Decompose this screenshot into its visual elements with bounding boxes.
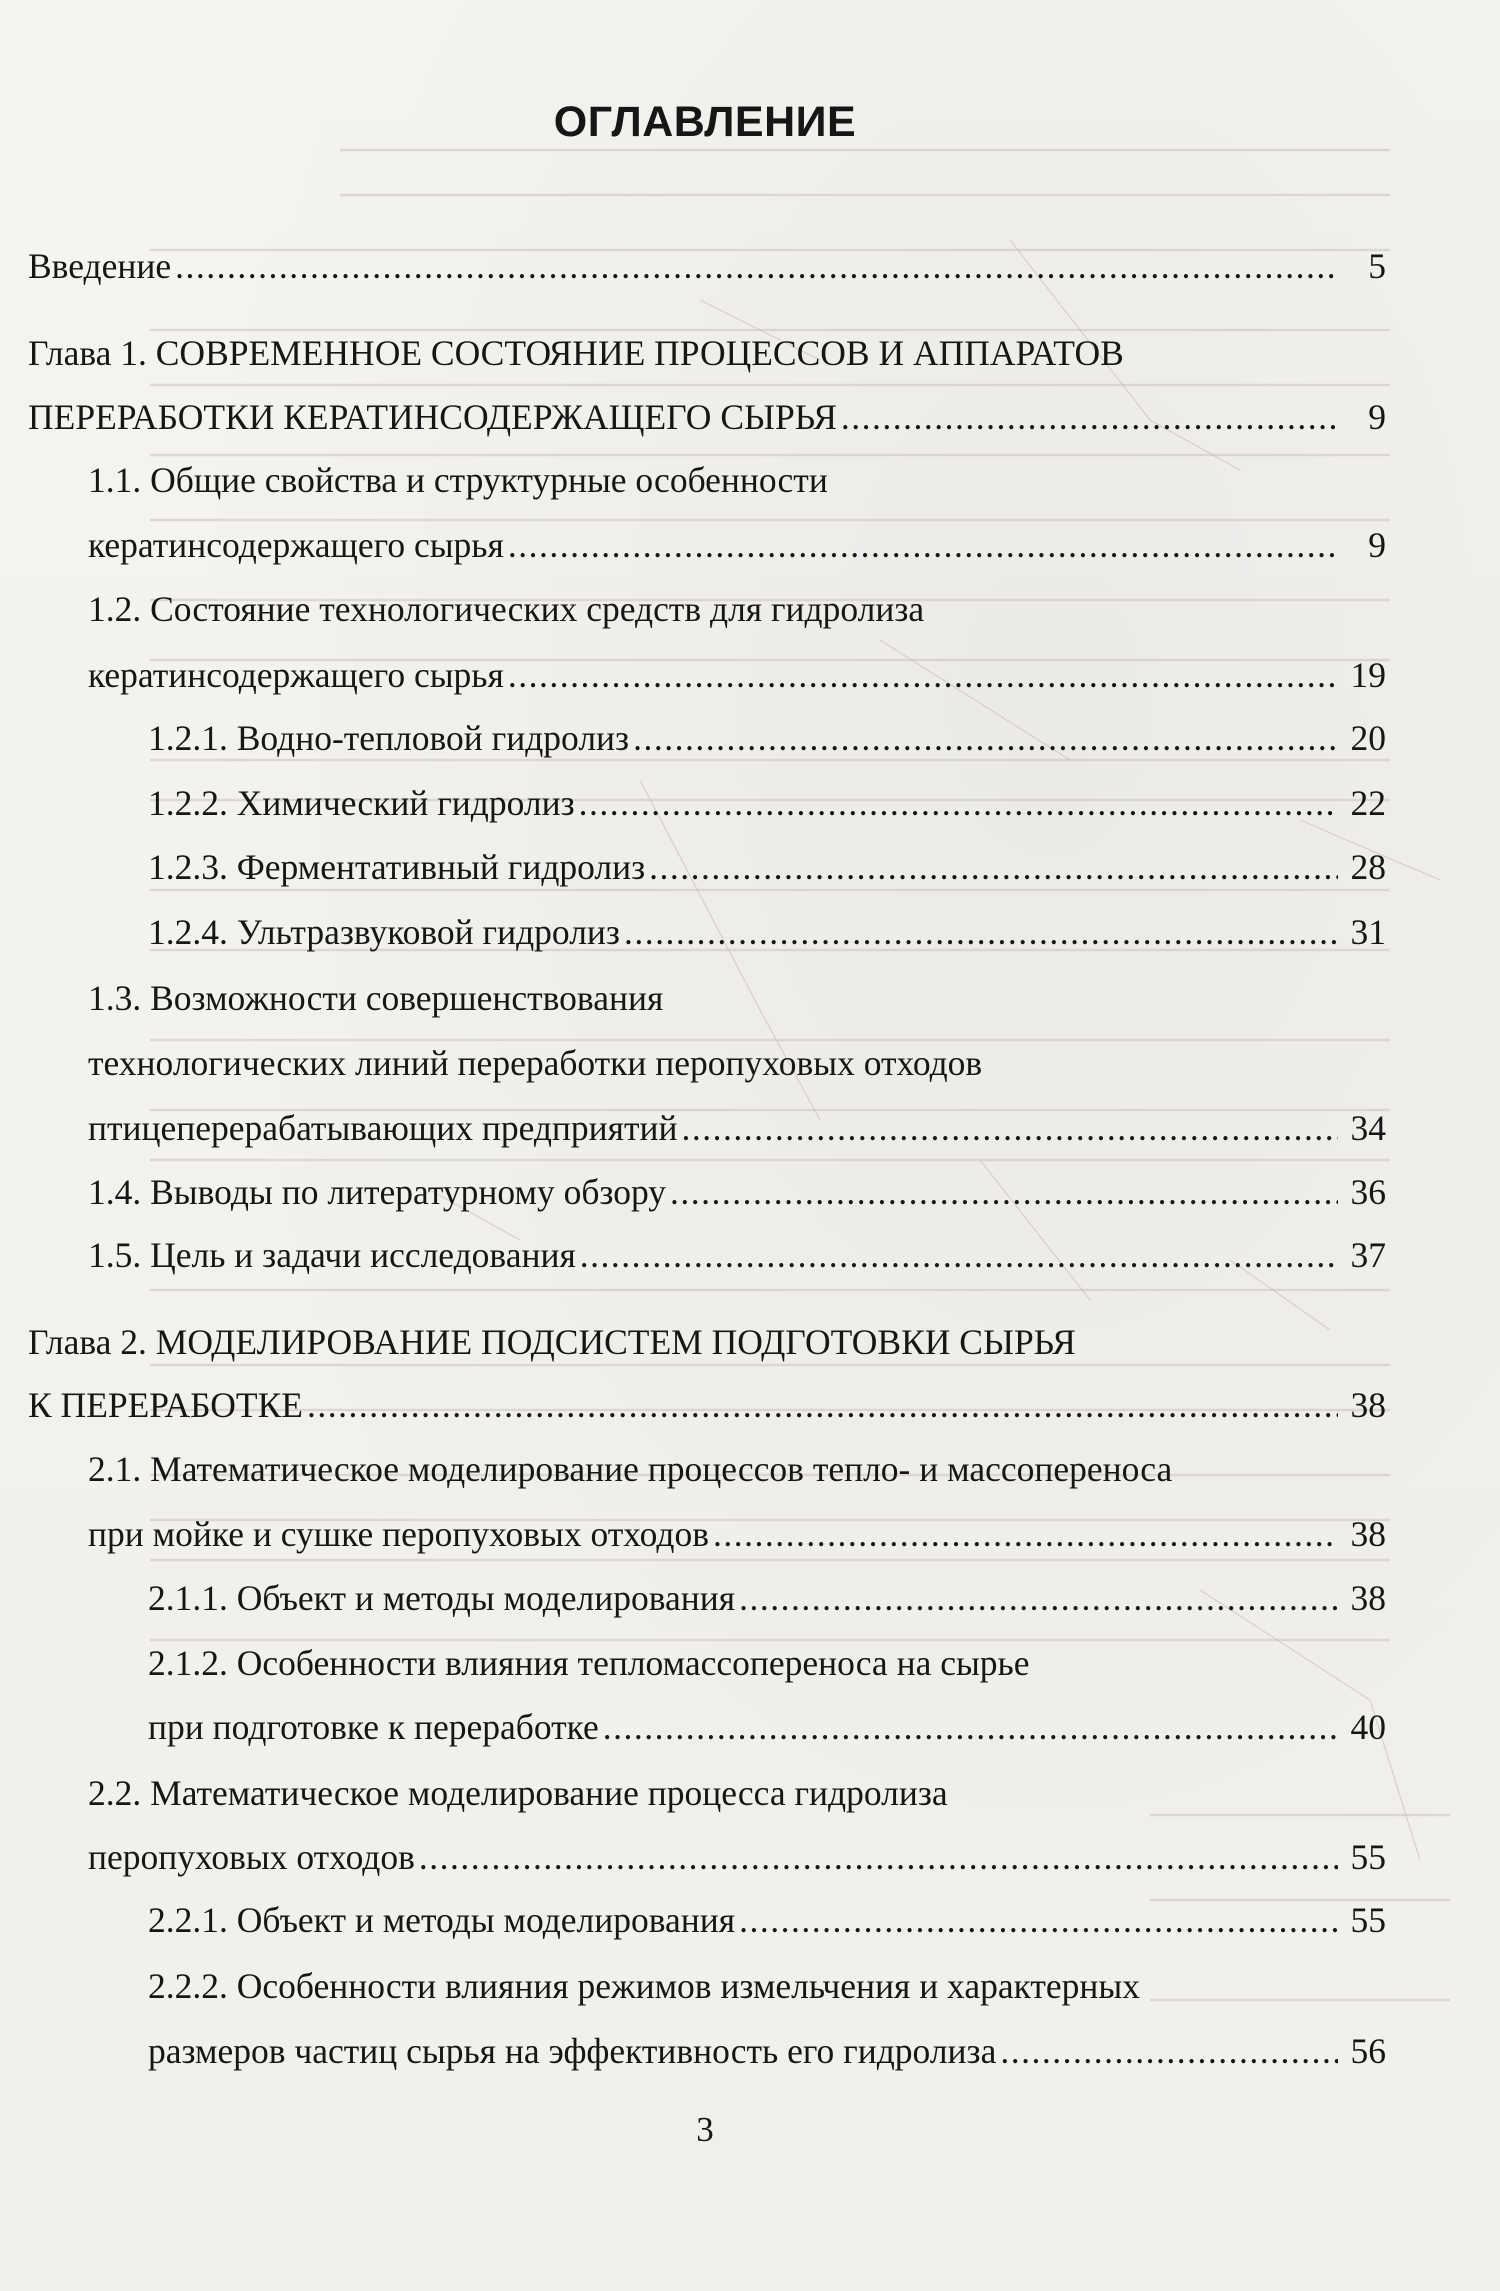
dot-leader bbox=[307, 1383, 1338, 1427]
toc-entry[interactable] bbox=[88, 1447, 1386, 1491]
toc-entry[interactable] bbox=[28, 1320, 1386, 1364]
toc-entry-text: кератинсодержащего сырья bbox=[88, 655, 504, 695]
toc-entry[interactable] bbox=[148, 845, 1386, 889]
toc-entry-text: кератинсодержащего сырья bbox=[88, 525, 504, 565]
dot-leader bbox=[508, 653, 1338, 697]
toc-entry-text: Глава 1. СОВРЕМЕННОЕ СОСТОЯНИЕ ПРОЦЕССОВ И АППАРАТОВ bbox=[28, 333, 1124, 373]
dot-leader bbox=[1000, 2029, 1338, 2073]
toc-entry-text: 2.2. Математическое моделирование процесса гидролиза bbox=[88, 1773, 948, 1813]
toc-entry-text: 1.2.2. Химический гидролиз bbox=[148, 783, 575, 823]
dot-leader bbox=[175, 244, 1338, 288]
toc-entry[interactable] bbox=[148, 1705, 1386, 1749]
toc-entry[interactable] bbox=[148, 2029, 1386, 2073]
dot-leader bbox=[670, 1170, 1338, 1214]
toc-page-number: 31 bbox=[1350, 912, 1386, 952]
dot-leader bbox=[508, 523, 1338, 567]
toc-page-number: 36 bbox=[1350, 1172, 1386, 1212]
toc-entry[interactable] bbox=[148, 1641, 1386, 1685]
toc-entry[interactable] bbox=[148, 910, 1386, 954]
toc-page-number: 40 bbox=[1350, 1707, 1386, 1747]
toc-entry-text: 1.1. Общие свойства и структурные особенности bbox=[88, 460, 828, 500]
toc-entry-text: при подготовке к переработке bbox=[148, 1707, 599, 1747]
toc-entry-text: 2.2.2. Особенности влияния режимов измельчения и характерных bbox=[148, 1966, 1141, 2006]
toc-page-number: 19 bbox=[1350, 655, 1386, 695]
toc-entry[interactable] bbox=[88, 1106, 1386, 1150]
toc-entry[interactable] bbox=[28, 331, 1386, 375]
toc-entry[interactable] bbox=[28, 1383, 1386, 1427]
dot-leader bbox=[649, 845, 1338, 889]
toc-entry-text: 1.2.4. Ультразвуковой гидролиз bbox=[148, 912, 620, 952]
toc-page-number: 34 bbox=[1350, 1108, 1386, 1148]
dot-leader bbox=[633, 716, 1338, 760]
toc-entry-text: 2.1. Математическое моделирование процессов тепло- и массопереноса bbox=[88, 1449, 1173, 1489]
toc-entry-text: 1.2.1. Водно-тепловой гидролиз bbox=[148, 718, 630, 758]
toc-entry[interactable] bbox=[88, 1512, 1386, 1556]
toc-entry[interactable] bbox=[148, 1964, 1386, 2008]
toc-page-number: 28 bbox=[1350, 847, 1386, 887]
toc-entry-text: К ПЕРЕРАБОТКЕ bbox=[28, 1385, 303, 1425]
toc-page-number: 38 bbox=[1350, 1578, 1386, 1618]
dot-leader bbox=[713, 1512, 1338, 1556]
toc-entry[interactable] bbox=[88, 1771, 1386, 1815]
dot-leader bbox=[841, 395, 1338, 439]
dot-leader bbox=[739, 1898, 1338, 1942]
dot-leader bbox=[603, 1705, 1338, 1749]
dot-leader bbox=[682, 1106, 1338, 1150]
toc-entry[interactable] bbox=[88, 653, 1386, 697]
page-number: 3 bbox=[696, 2110, 714, 2149]
toc-entry[interactable] bbox=[88, 458, 1386, 502]
toc-entry-text: перопуховых отходов bbox=[88, 1837, 415, 1877]
toc-page-number: 22 bbox=[1350, 783, 1386, 823]
toc-entry-text: 1.5. Цель и задачи исследования bbox=[88, 1235, 576, 1275]
toc-entry[interactable] bbox=[148, 1576, 1386, 1620]
dot-leader bbox=[419, 1835, 1338, 1879]
dot-leader bbox=[624, 910, 1338, 954]
toc-entry-text: 2.2.1. Объект и методы моделирования bbox=[148, 1900, 736, 1940]
toc-entry-text: при мойке и сушке перопуховых отходов bbox=[88, 1514, 709, 1554]
toc-entry[interactable] bbox=[28, 395, 1386, 439]
toc-entry[interactable] bbox=[88, 1170, 1386, 1214]
toc-entry-text: технологических линий переработки перопуховых отходов bbox=[88, 1043, 983, 1083]
toc-entry[interactable] bbox=[148, 1898, 1386, 1942]
toc-page-number: 5 bbox=[1368, 246, 1386, 286]
page-title: ОГЛАВЛЕНИЕ bbox=[553, 98, 857, 146]
toc-entry-text: Глава 2. МОДЕЛИРОВАНИЕ ПОДСИСТЕМ ПОДГОТОВКИ СЫРЬЯ bbox=[28, 1322, 1076, 1362]
toc-entry[interactable] bbox=[88, 976, 1386, 1020]
toc-entry[interactable] bbox=[28, 244, 1386, 288]
dot-leader bbox=[579, 781, 1338, 825]
toc-entry-text: 1.2.3. Ферментативный гидролиз bbox=[148, 847, 646, 887]
toc-entry[interactable] bbox=[88, 523, 1386, 567]
toc-page-number: 55 bbox=[1350, 1900, 1386, 1940]
toc-page-number: 9 bbox=[1368, 525, 1386, 565]
toc-entry[interactable] bbox=[88, 1835, 1386, 1879]
dot-leader bbox=[739, 1576, 1338, 1620]
toc-entry-text: 1.4. Выводы по литературному обзору bbox=[88, 1172, 667, 1212]
toc-entry-text: размеров частиц сырья на эффективность его гидролиза bbox=[148, 2031, 997, 2071]
toc-entry-text: 1.3. Возможности совершенствования bbox=[88, 978, 664, 1018]
toc-page-number: 38 bbox=[1350, 1514, 1386, 1554]
toc-page-number: 20 bbox=[1350, 718, 1386, 758]
dot-leader bbox=[580, 1233, 1338, 1277]
toc-entry[interactable] bbox=[88, 587, 1386, 631]
toc-page-number: 9 bbox=[1368, 397, 1386, 437]
toc-page-number: 55 bbox=[1350, 1837, 1386, 1877]
toc-entry[interactable] bbox=[88, 1041, 1386, 1085]
toc-entry[interactable] bbox=[88, 1233, 1386, 1277]
toc-entry-text: 2.1.2. Особенности влияния тепломассопереноса на сырье bbox=[148, 1643, 1030, 1683]
toc-entry-text: 1.2. Состояние технологических средств для гидролиза bbox=[88, 589, 925, 629]
toc-page-number: 37 bbox=[1350, 1235, 1386, 1275]
toc-entry-text: Введение bbox=[28, 246, 172, 286]
toc-page-number: 56 bbox=[1350, 2031, 1386, 2071]
toc-entry-text: птицеперерабатывающих предприятий bbox=[88, 1108, 678, 1148]
toc-entry-text: 2.1.1. Объект и методы моделирования bbox=[148, 1578, 736, 1618]
toc-entry[interactable] bbox=[148, 716, 1386, 760]
toc-entry[interactable] bbox=[148, 781, 1386, 825]
toc-entry-text: ПЕРЕРАБОТКИ КЕРАТИНСОДЕРЖАЩЕГО СЫРЬЯ bbox=[28, 397, 837, 437]
toc-page-number: 38 bbox=[1350, 1385, 1386, 1425]
